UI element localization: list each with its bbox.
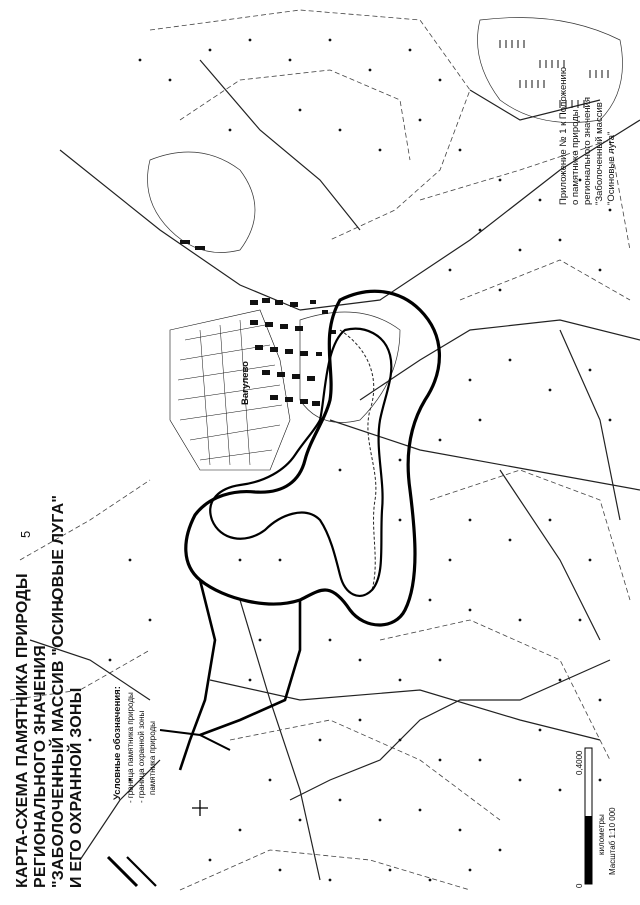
appendix-note-line-3: регионального значения — [582, 97, 593, 205]
legend-item-monument-boundary: - граница памятника природы — [126, 692, 135, 803]
scale-ratio-label: Масштаб 1:10 000 — [608, 807, 617, 875]
legend-symbols — [108, 857, 156, 886]
scale-bar — [585, 748, 592, 884]
legend-heading: Условные обозначения: — [112, 686, 123, 800]
cross-line — [160, 730, 230, 750]
outer-boundary-line — [180, 580, 215, 770]
appendix-note-line-2: о памятнике природы — [570, 109, 581, 205]
protection-zone-boundary — [186, 291, 440, 625]
appendix-note-line-1: Приложение № 1 к Положению — [558, 67, 569, 205]
field-boundaries — [10, 10, 630, 890]
benchmark-cross — [192, 800, 208, 816]
scale-end-label: 0,4000 — [575, 750, 584, 775]
inner-boundary-line — [200, 600, 300, 735]
map-title-line-2: РЕГИОНАЛЬНОГО ЗНАЧЕНИЯ — [32, 645, 49, 888]
map-title-line-4: И ЕГО ОХРАННОЙ ЗОНЫ — [68, 687, 85, 888]
settlement-label: Вагулево — [240, 361, 251, 405]
forest-patches — [148, 18, 623, 423]
village-houses — [180, 240, 336, 406]
settlement-blocks — [170, 310, 290, 470]
map-title-line-1: КАРТА-СХЕМА ПАМЯТНИКА ПРИРОДЫ — [14, 573, 31, 888]
scale-start-label: 0 — [575, 883, 584, 888]
legend-item-protection-zone: - граница охранной зоны — [137, 710, 146, 803]
scale-units-label: километры — [597, 814, 606, 855]
legend-item-protection-zone-cont: памятника природы — [148, 721, 157, 795]
appendix-note-line-5: "Осиновые луга" — [606, 131, 617, 205]
map-title-line-3: "ЗАБОЛОЧЕННЫЙ МАССИВ "ОСИНОВЫЕ ЛУГА" — [50, 494, 67, 888]
river — [340, 330, 376, 590]
monument-boundary — [210, 329, 391, 596]
appendix-note-line-4: "Заболоченный массив — [594, 102, 605, 205]
page-number: 5 — [18, 530, 33, 538]
